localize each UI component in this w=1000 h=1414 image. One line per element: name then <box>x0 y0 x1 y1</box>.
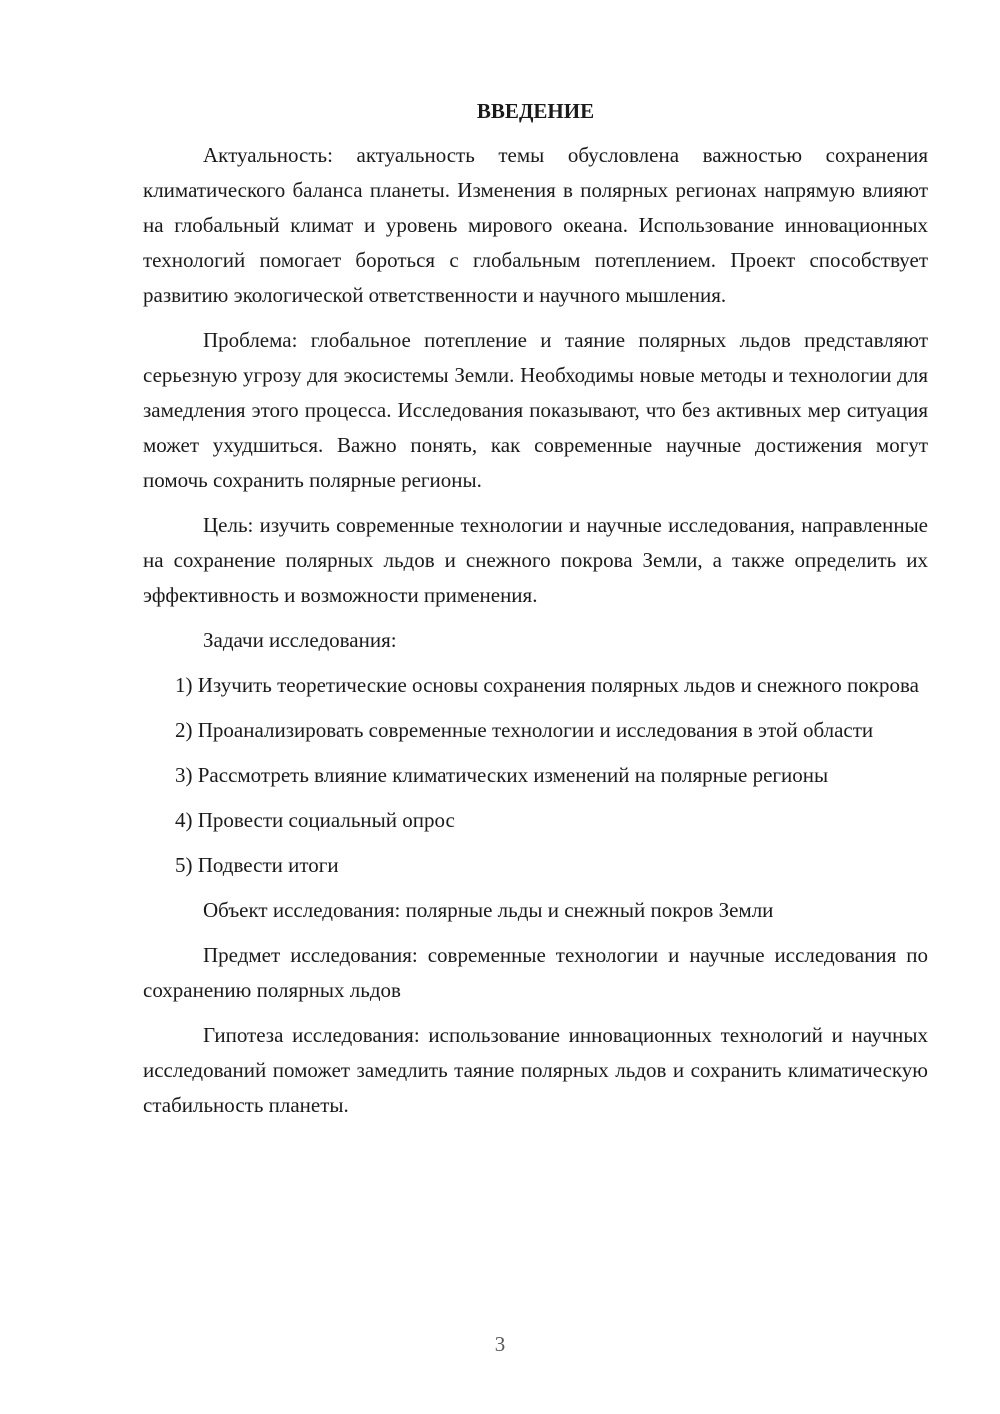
tasks-heading: Задачи исследования: <box>203 628 397 652</box>
page-title: ВВЕДЕНИЕ <box>476 99 595 123</box>
task-item-1: 1) Изучить теоретические основы сохранения полярных льдов и снежного покрова <box>175 673 919 697</box>
document-page <box>143 96 928 1133</box>
task-item-2: 2) Проанализировать современные технологии и исследования в этой области <box>175 718 874 742</box>
problem-paragraph: Проблема: глобальное потепление и таяние полярных льдов представляют серьезную угрозу для экосистемы Земли. Необходимы новые методы и технологии для замедления этого процесса. Исследования показывают, что без активных мер ситуация может ухудшиться. Важно понять, как современные научные достижения могут помочь сохранить полярные регионы. <box>143 328 928 492</box>
hypothesis-paragraph: Гипотеза исследования: использование инновационных технологий и научных исследований поможет замедлить таяние полярных льдов и сохранить климатическую стабильность планеты. <box>143 1023 928 1117</box>
goal-paragraph: Цель: изучить современные технологии и научные исследования, направленные на сохранение полярных льдов и снежного покрова Земли, а также определить их эффективность и возможности применения. <box>143 513 928 607</box>
relevance-paragraph: Актуальность: актуальность темы обусловлена важностью сохранения климатического баланса планеты. Изменения в полярных регионах напрямую влияют на глобальный климат и уровень мирового океана. Использование инновационных технологий помогает бороться с глобальным потеплением. Проект способствует развитию экологической ответственности и научного мышления. <box>143 143 928 307</box>
task-item-3: 3) Рассмотреть влияние климатических изменений на полярные регионы <box>175 763 829 787</box>
object-paragraph: Объект исследования: полярные льды и снежный покров Земли <box>203 898 774 922</box>
task-item-4: 4) Провести социальный опрос <box>175 808 455 832</box>
subject-paragraph: Предмет исследования: современные технологии и научные исследования по сохранению полярных льдов <box>143 943 928 1002</box>
task-item-5: 5) Подвести итоги <box>175 853 339 877</box>
page-number: 3 <box>494 1332 506 1356</box>
